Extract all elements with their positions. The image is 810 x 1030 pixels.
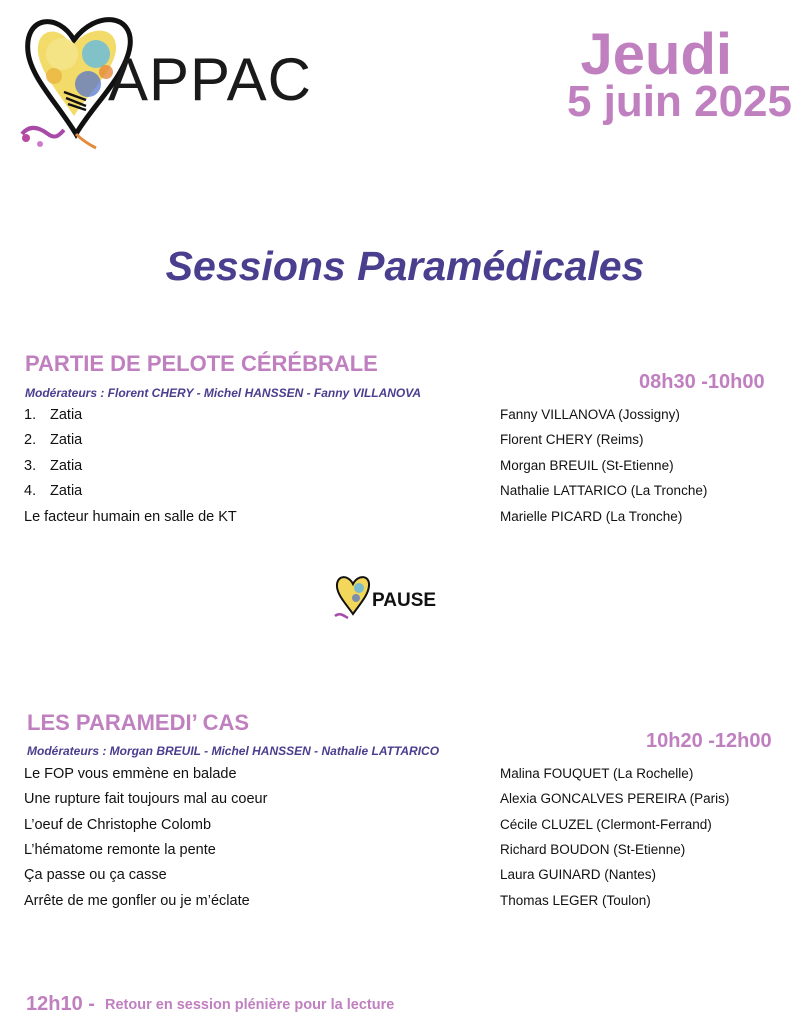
talk-speaker: Laura GUINARD (Nantes): [500, 867, 657, 882]
talk-row: [0, 507, 810, 527]
talk-title-text: Zatia: [50, 407, 83, 423]
talk-title: [24, 430, 82, 450]
pause-heart-icon: [332, 572, 374, 624]
talk-speaker: Florent CHERY (Reims): [500, 432, 644, 447]
talk-title: [24, 481, 82, 501]
talk-speaker: Richard BOUDON (St-Etienne): [500, 842, 686, 857]
talk-speaker: Morgan BREUIL (St-Etienne): [500, 458, 674, 473]
talk-title-text: Zatia: [50, 458, 83, 474]
footer-text: Retour en session plénière pour la lecture: [105, 997, 395, 1013]
talk-number: 2.: [24, 432, 37, 448]
talk-title: Arrête de me gonfler ou je m’éclate: [24, 893, 250, 909]
talk-speaker: Alexia GONCALVES PEREIRA (Paris): [500, 791, 730, 806]
session-time: 08h30 -10h00: [639, 371, 765, 393]
talk-row: [0, 764, 810, 784]
talk-title: L’oeuf de Christophe Colomb: [24, 817, 212, 833]
page-title: Sessions Paramédicales: [165, 243, 645, 289]
talk-speaker: Nathalie LATTARICO (La Tronche): [500, 483, 708, 498]
talk-title: Le facteur humain en salle de KT: [24, 509, 237, 525]
appac-logo-text: APPAC: [108, 46, 312, 113]
talk-number: 1.: [24, 407, 37, 423]
talk-title: L’hématome remonte la pente: [24, 842, 216, 858]
section-title: LES PARAMEDI’ CAS: [27, 710, 250, 735]
talk-speaker: Marielle PICARD (La Tronche): [500, 509, 683, 524]
talk-title: Ça passe ou ça casse: [24, 867, 167, 883]
talk-speaker: Cécile CLUZEL (Clermont-Ferrand): [500, 817, 712, 832]
moderators: Modérateurs : Florent CHERY - Michel HANSSEN - Fanny VILLANOVA: [25, 386, 422, 400]
talk-title: [24, 456, 82, 476]
talk-title-text: Zatia: [50, 483, 83, 499]
talk-row: [0, 481, 810, 501]
talk-speaker: Malina FOUQUET (La Rochelle): [500, 766, 694, 781]
talk-title: Une rupture fait toujours mal au coeur: [24, 791, 268, 807]
date-day: Jeudi: [580, 22, 732, 87]
talk-row: [0, 405, 810, 425]
talk-title: Le FOP vous emmène en balade: [24, 766, 237, 782]
talk-row: [0, 891, 810, 911]
moderators: Modérateurs : Morgan BREUIL - Michel HANSSEN - Nathalie LATTARICO: [27, 744, 440, 758]
date-full: 5 juin 2025: [566, 77, 792, 126]
talk-row: [0, 865, 810, 885]
talk-title-text: Zatia: [50, 432, 83, 448]
talk-number: 4.: [24, 483, 37, 499]
talk-row: [0, 430, 810, 450]
talk-title: [24, 405, 82, 425]
pause-label: PAUSE: [372, 590, 437, 611]
talk-row: [0, 815, 810, 835]
talk-row: [0, 789, 810, 809]
session-time: 10h20 -12h00: [646, 730, 772, 752]
talk-row: [0, 840, 810, 860]
section-title: PARTIE DE PELOTE CÉRÉBRALE: [25, 351, 378, 376]
talk-speaker: Thomas LEGER (Toulon): [500, 893, 651, 908]
footer-time: 12h10 -: [26, 993, 95, 1015]
talk-speaker: Fanny VILLANOVA (Jossigny): [500, 407, 680, 422]
talk-number: 3.: [24, 458, 37, 474]
talk-row: [0, 456, 810, 476]
